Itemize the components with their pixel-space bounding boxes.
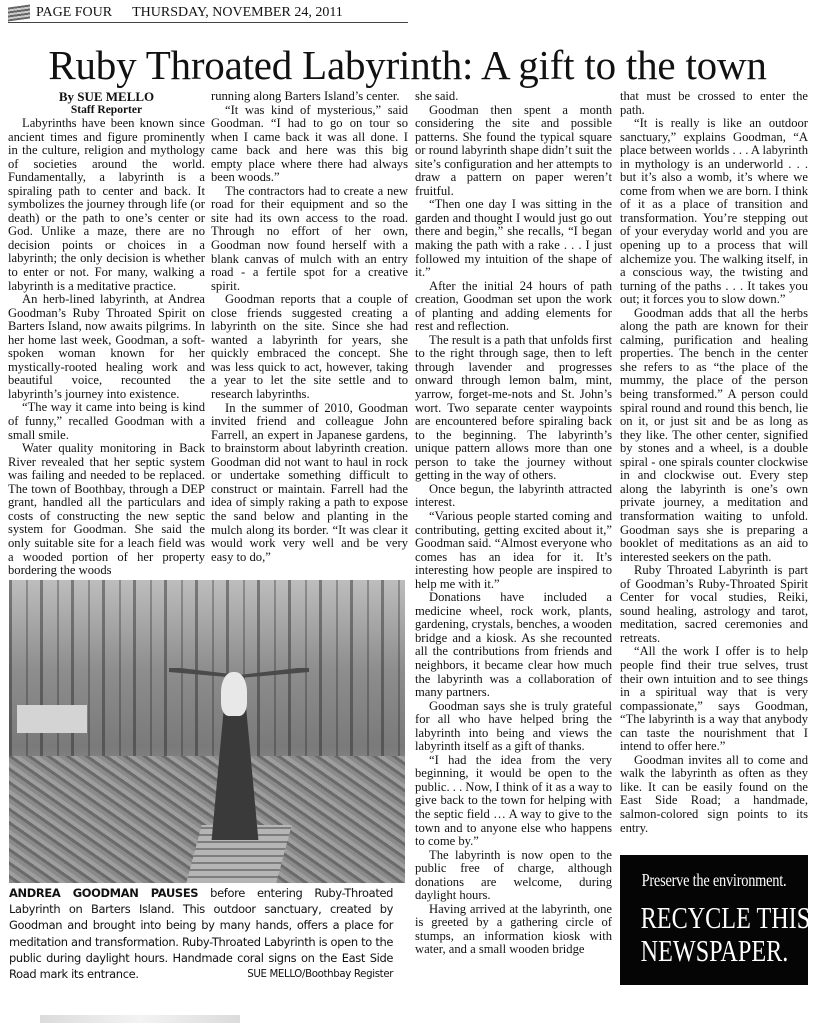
photo-caption (9, 885, 393, 982)
paragraph: Donations have included a medicine wheel, rock work, plants, gardening, crystals, benches, a wooden bridge and a kiosk. As she recounted all the contributions from friends and neighbors, it became clear how much the labyrinth was a collaboration of many partners. (415, 590, 612, 700)
paragraph: The contractors had to create a new road for their equipment and so the site had its own access to the road. Through no effort of her own, Goodman now found herself with a blank canvas of mulch with an entry road - a fertile spot for a creative spirit. (211, 183, 408, 293)
ad-line-1: Preserve the environment. (641, 870, 787, 890)
paragraph: In the summer of 2010, Goodman invited friend and colleague John Farrell, an expert in Japanese gardens, to brainstorm about labyrinth creation. Goodman did not want to haul in rock or undertake something difficult to construct or maintain. Farrell had the idea of simply raking a path to expose the sand below and planting in the mulch along its border. “It was clear it would work very well and be very easy to do,” (211, 400, 408, 564)
paragraph: that must be crossed to enter the path. (620, 89, 808, 117)
ad-line-2: RECYCLE THIS (640, 900, 811, 935)
paragraph: The labyrinth is now open to the public free of charge, although donations are welcome, during daylight hours. (415, 847, 612, 903)
article-column-3 (415, 90, 612, 957)
paragraph: Water quality monitoring in Back River revealed that her septic system was failing and needed to be replaced. The town of Boothbay, through a DEP grant, handled all the particulars and costs of constructing the new septic system for Goodman. She said the only suitable site for a leach field was a wooded portion of her property bordering the woods (8, 441, 205, 578)
article-column-2 (211, 90, 408, 564)
paragraph: After the initial 24 hours of path creation, Goodman set upon the work of planting and adding elements for rest and reflection. (415, 278, 612, 334)
paragraph: The result is a path that unfolds first to the right through sage, then to left through lavender and progresses onward through lemon balm, mint, yarrow, forget-me-nots and St. John’s wort. Two separate center waypoints are encountered before spiraling back to the beginning. The labyrinth’s unique pattern allows more than one person to take the journey without getting in the way of others. (415, 332, 612, 483)
byline-author: By SUE MELLO (58, 89, 155, 104)
article-column-1 (8, 90, 205, 578)
paragraph: “Various people started coming and contributing, getting excited about it,” Goodman said. “Almost everyone who comes has an idea for it. It’s interesting how people are inspired to help me with it.” (415, 508, 612, 591)
paragraph: Once begun, the labyrinth attracted interest. (415, 481, 612, 510)
byline-role: Staff Reporter (70, 104, 143, 116)
paragraph: Goodman reports that a couple of close friends suggested creating a labyrinth on the site. Since she had wanted a labyrinth for years, she quickly embraced the concept. She was less quick to act, however, taking a year to let the site settle and to research labyrinths. (211, 292, 408, 402)
paragraph: Goodman says she is truly grateful for all who have helped bring the labyrinth into being and views the labyrinth itself as a gift of thanks. (415, 698, 612, 754)
paragraph: she said. (415, 89, 459, 103)
figure-head (221, 672, 247, 716)
house-background (17, 705, 87, 733)
paragraph: Goodman invites all to come and walk the labyrinth as often as they like. It can be easily found on the East Side Road; a handmade, salmon-colored sign points to its entry. (620, 752, 808, 835)
flag-icon (8, 4, 30, 21)
paragraph: Ruby Throated Labyrinth is part of Goodman’s Ruby-Throated Spirit Center for vocal studies, Reiki, sound healing, astrology and tarot, meditation, sacred ceremonies and retreats. (620, 563, 808, 645)
issue-date: THURSDAY, NOVEMBER 24, 2011 (132, 5, 343, 20)
paragraph: “I had the idea from the very beginning, it would be open to the public. . . Now, I think of it as a way to give back to the town for helping with the septic field … A way to give to the town and to anyone else who happens to come by.” (415, 752, 612, 849)
article-headline: Ruby Throated Labyrinth: A gift to the town (48, 42, 767, 88)
paragraph: Labyrinths have been known since ancient times and figure prominently in the culture, religion and mythology of societies around the world. Fundamentally, a labyrinth is a spiraling path to center and back. It symbolizes the journey through life (or death) or the path to one’s center or God. Unlike a maze, there are no decision points or choices in a labyrinth; the only decision is whether to enter or not. For many, walking a labyrinth is a meditative practice. (8, 116, 205, 293)
photo-credit: SUE MELLO/Boothbay Register (247, 968, 394, 981)
ad-line-3: NEWSPAPER. (640, 933, 789, 968)
recycle-ad (620, 855, 811, 985)
paragraph: “Then one day I was sitting in the garden and thought I would just go out there and begin,” she recalls, “I began making the path with a rake . . . I just followed my intuition of the shape of it.” (415, 197, 612, 280)
caption-text: before entering Ruby-Throated Labyrinth on Barters Island. This outdoor sanctuary, created by Goodman and brought into being by many hands, offers a place for meditation and transformation. Ruby-Throated Labyrinth is open to the public during daylight hours. Handmade coral signs on the East Side Road mark its entrance. (9, 886, 394, 982)
paragraph: “The way it came into being is kind of funny,” recalled Goodman with a small smile. (8, 400, 205, 442)
next-page-bleed (40, 1015, 240, 1023)
paragraph: “It was kind of mysterious,” said Goodman. “I had to go on tour so when I came back it was all done. I came back and here was this big empty place where there had always been woods.” (211, 102, 408, 185)
paragraph: Goodman adds that all the herbs along the path are known for their calming, purification and healing properties. The bench in the center she refers to as “the place of the mummy, the place of the person being transformed.” A person could spiral round and round this bench, lie on it, or just sit and be as long as they like. The other center, signified by stones and a wheel, is a double spiral - one spirals counter clockwise in and clockwise out. Every step along the labyrinth is one’s own private journey, a meditation and transformation waiting to unfold. Goodman says she is preparing a booklet of meditations as an aid to interested seekers on the path. (620, 305, 808, 564)
masthead (8, 4, 408, 23)
paragraph: “All the work I offer is to help people find their true selves, trust their own intuition and to see things in a spiritual way that is very compassionate,” says Goodman, “The labyrinth is a way that anybody can taste the nourishment that I intend to offer here.” (620, 644, 808, 754)
paragraph: Having arrived at the labyrinth, one is greeted by a gathering circle of stumps, an information kiosk with water, and a small wooden bridge (415, 901, 612, 957)
page-number: PAGE FOUR (36, 5, 113, 20)
paragraph: “It is really is like an outdoor sanctuary,” explains Goodman, “A place between worlds . . . A labyrinth in mythology is an underworld . . . but it’s also a womb, it’s where we come from when we are born. I think of it as a place of transition and transformation. You’re stepping out of your everyday world and you are opening up to a process that will alchemize you. The walking itself, in a conscious way, the twisting and turning of the paths . . . It takes you out; it forces you to slow down.” (620, 116, 808, 307)
article-column-4 (620, 90, 808, 835)
paragraph: running along Barters Island’s center. (211, 89, 400, 103)
caption-lead: ANDREA GOODMAN PAUSES (9, 886, 199, 900)
labyrinth-photo (9, 580, 405, 883)
paragraph: An herb-lined labyrinth, at Andrea Goodman’s Ruby Throated Spirit on Barters Island, now awaits pilgrims. In her home last week, Goodman, a soft-spoken woman known for her mystically-rooted healing work and beautiful voice, recounted the labyrinth’s journey into existence. (8, 292, 205, 401)
paragraph: Goodman then spent a month considering the site and possible patterns. She found the typical square or round labyrinth shape didn’t suit the site’s configuration and her attempts to draw a pattern on paper weren’t fruitful. (415, 102, 612, 198)
